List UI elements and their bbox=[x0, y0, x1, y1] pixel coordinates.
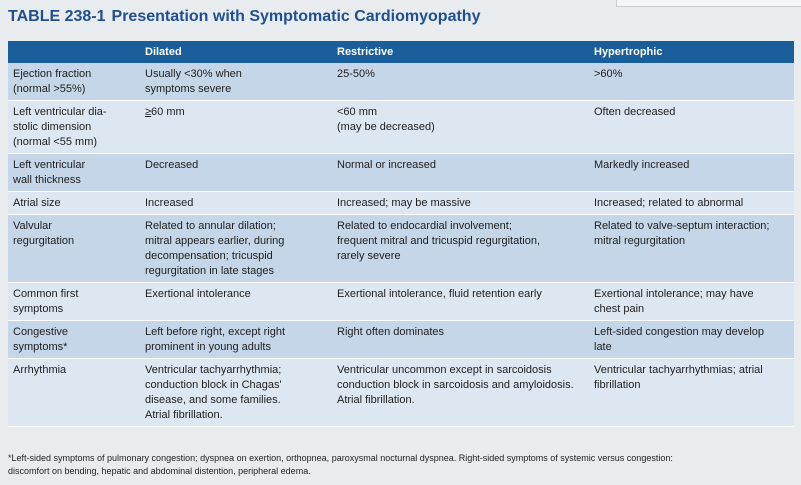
cell-dilated: Increased bbox=[141, 192, 333, 215]
row-lv-diastolic-dimension bbox=[8, 101, 794, 154]
cell-dilated: Decreased bbox=[141, 154, 333, 192]
header-hypertrophic: Hypertrophic bbox=[590, 41, 794, 63]
cell-hypertrophic: Ventricular tachyarrhythmias; atrial fibrillation bbox=[590, 359, 794, 427]
header-restrictive: Restrictive bbox=[333, 41, 590, 63]
row-label: Valvular regurgitation bbox=[8, 215, 141, 283]
cell-dilated: Usually <30% when symptoms severe bbox=[141, 63, 333, 101]
row-arrhythmia bbox=[8, 359, 794, 427]
header-dilated: Dilated bbox=[141, 41, 333, 63]
cell-restrictive: Exertional intolerance, fluid retention early bbox=[333, 283, 590, 321]
cardiomyopathy-table bbox=[8, 41, 794, 427]
row-congestive-symptoms bbox=[8, 321, 794, 359]
row-valvular-regurgitation bbox=[8, 215, 794, 283]
cell-restrictive: <60 mm (may be decreased) bbox=[333, 101, 590, 154]
row-lv-wall-thickness bbox=[8, 154, 794, 192]
header-empty bbox=[8, 41, 141, 63]
cell-dilated: Exertional intolerance bbox=[141, 283, 333, 321]
row-label: Left ventricular wall thickness bbox=[8, 154, 141, 192]
row-atrial-size bbox=[8, 192, 794, 215]
row-label: Ejection fraction (normal >55%) bbox=[8, 63, 141, 101]
cell-hypertrophic: Related to valve-septum interaction; mitral regurgitation bbox=[590, 215, 794, 283]
cell-restrictive: Ventricular uncommon except in sarcoidosis conduction block in sarcoidosis and amyloidosis. Atrial fibrillation. bbox=[333, 359, 590, 427]
row-label: Congestive symptoms* bbox=[8, 321, 141, 359]
cell-restrictive: Related to endocardial involvement; frequent mitral and tricuspid regurgitation, rarely severe bbox=[333, 215, 590, 283]
cell-restrictive: Normal or increased bbox=[333, 154, 590, 192]
row-label: Common first symptoms bbox=[8, 283, 141, 321]
table-footnote: *Left-sided symptoms of pulmonary congestion; dyspnea on exertion, orthopnea, paroxysmal nocturnal dyspnea. Right-sided symptoms of systemic versus congestion: discomfort on bending, hepatic and abdominal distention, peripheral edema. bbox=[8, 453, 673, 476]
row-label: Left ventricular dia- stolic dimension (normal <55 mm) bbox=[8, 101, 141, 154]
adjacent-page-edge bbox=[616, 0, 801, 7]
cell-hypertrophic: Often decreased bbox=[590, 101, 794, 154]
cell-restrictive: 25-50% bbox=[333, 63, 590, 101]
cell-hypertrophic: Left-sided congestion may develop late bbox=[590, 321, 794, 359]
cell-hypertrophic: >60% bbox=[590, 63, 794, 101]
row-common-first-symptoms bbox=[8, 283, 794, 321]
cell-dilated: Left before right, except right prominent in young adults bbox=[141, 321, 333, 359]
cell-dilated: ≥60 mm bbox=[141, 101, 333, 154]
table-title bbox=[8, 8, 480, 26]
row-ejection-fraction bbox=[8, 63, 794, 101]
row-label: Atrial size bbox=[8, 192, 141, 215]
cell-dilated: Related to annular dilation; mitral appears earlier, during decompensation; tricuspid regurgitation in late stages bbox=[141, 215, 333, 283]
cell-restrictive: Increased; may be massive bbox=[333, 192, 590, 215]
table-caption: Presentation with Symptomatic Cardiomyopathy bbox=[111, 8, 481, 25]
header-row bbox=[8, 41, 794, 63]
table-number: TABLE 238-1 bbox=[8, 8, 106, 25]
cell-hypertrophic: Markedly increased bbox=[590, 154, 794, 192]
cell-hypertrophic: Increased; related to abnormal bbox=[590, 192, 794, 215]
cell-hypertrophic: Exertional intolerance; may have chest pain bbox=[590, 283, 794, 321]
cell-dilated: Ventricular tachyarrhythmia; conduction block in Chagas' disease, and some families. Atrial fibrillation. bbox=[141, 359, 333, 427]
cell-restrictive: Right often dominates bbox=[333, 321, 590, 359]
row-label: Arrhythmia bbox=[8, 359, 141, 427]
